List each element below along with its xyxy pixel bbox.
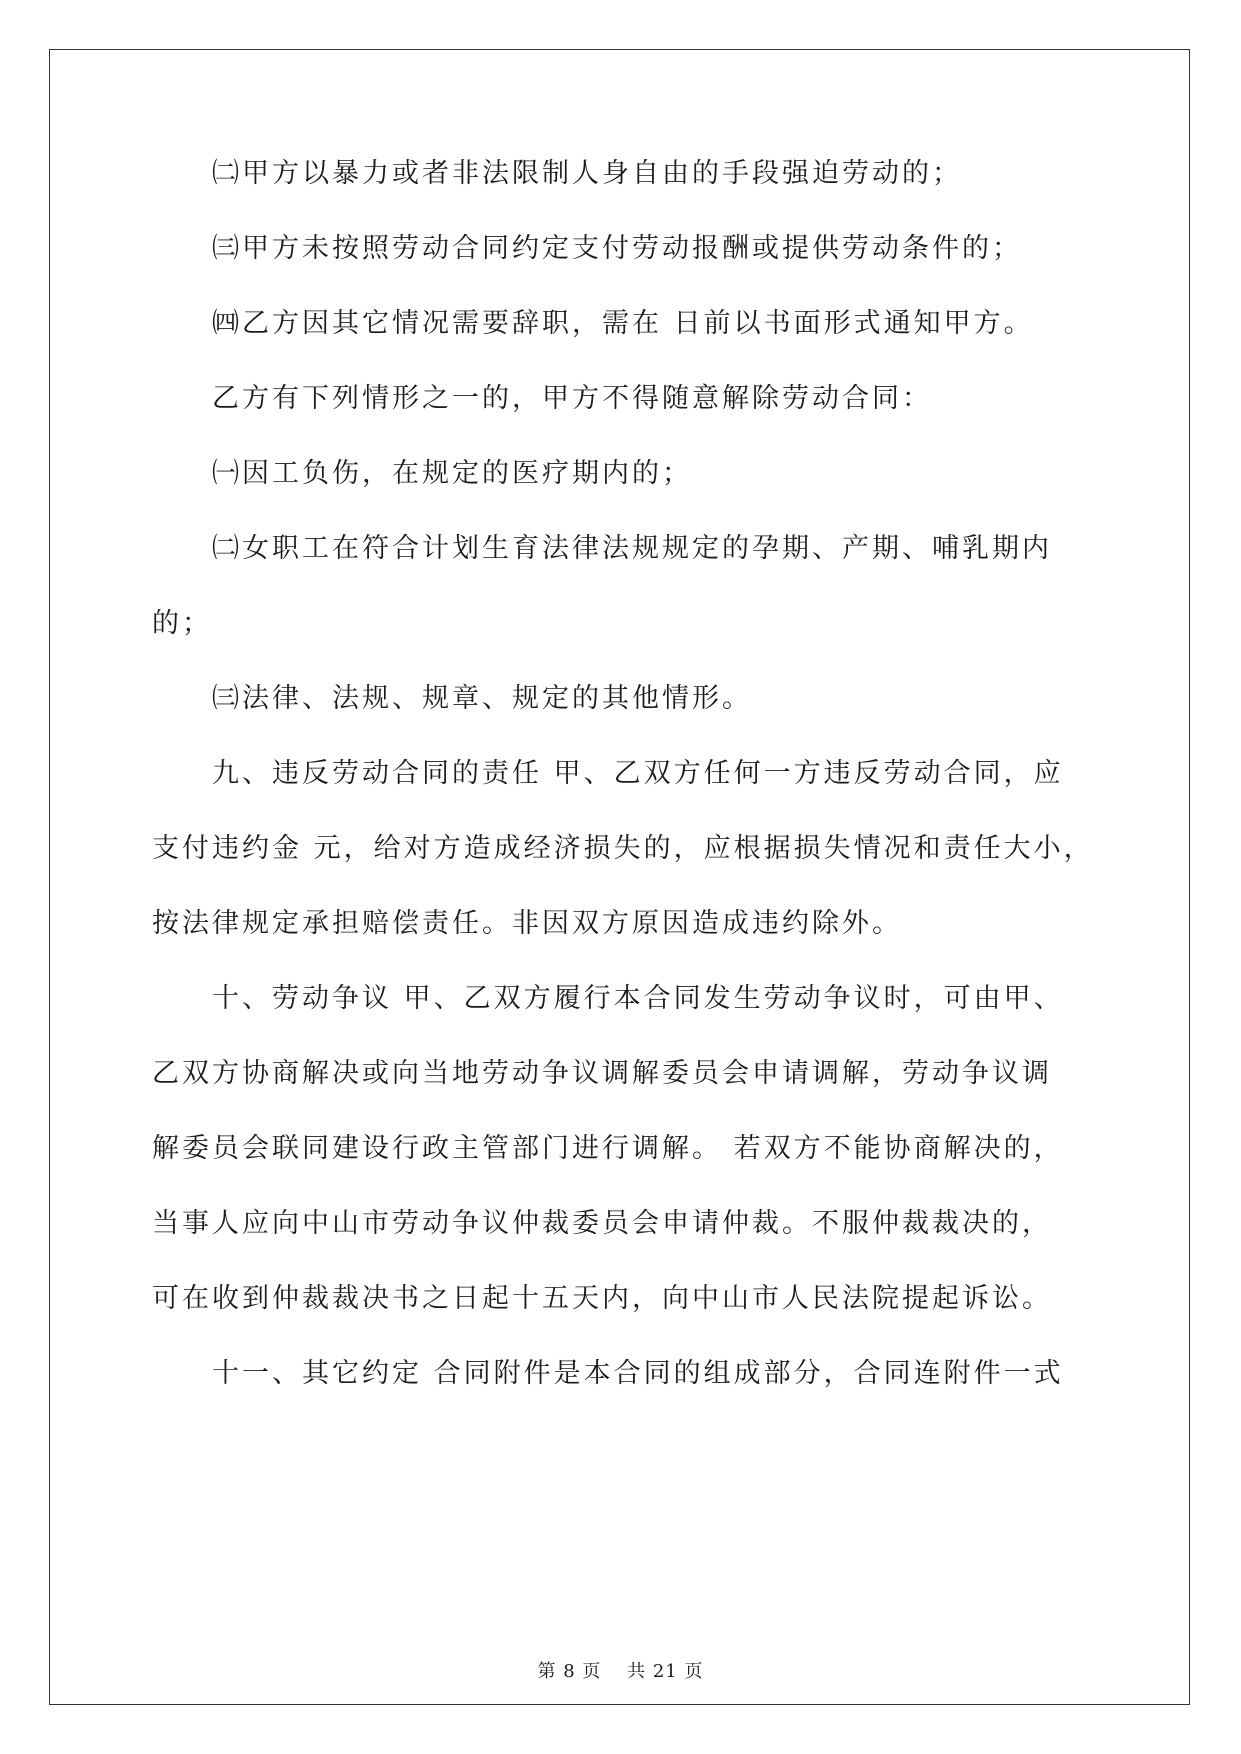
text-line: 支付违约金 元，给对方造成经济损失的，应根据损失情况和责任大小， [152, 833, 1094, 864]
text-line: 可在收到仲裁裁决书之日起十五天内，向中山市人民法院提起诉讼。 [152, 1283, 1052, 1314]
text-line: 当事人应向中山市劳动争议仲裁委员会申请仲裁。不服仲裁裁决的， [152, 1208, 1052, 1239]
page-border [49, 49, 1190, 1705]
text-line: ㈠因工负伤，在规定的医疗期内的； [212, 458, 692, 489]
text-line: ㈢法律、法规、规章、规定的其他情形。 [212, 683, 752, 714]
page-number-footer: 第 8 页 共 21 页 [537, 1661, 704, 1682]
text-line: 的； [152, 608, 212, 639]
text-line: ㈡女职工在符合计划生育法律法规规定的孕期、产期、哺乳期内 [212, 533, 1052, 564]
text-line: 按法律规定承担赔偿责任。非因双方原因造成违约除外。 [152, 908, 902, 939]
text-line: 九、违反劳动合同的责任 甲、乙双方任何一方违反劳动合同，应 [212, 758, 1064, 789]
text-line: 解委员会联同建设行政主管部门进行调解。 若双方不能协商解决的， [152, 1133, 1064, 1164]
text-line: 乙方有下列情形之一的，甲方不得随意解除劳动合同： [212, 383, 932, 414]
text-line: ㈡甲方以暴力或者非法限制人身自由的手段强迫劳动的； [212, 158, 962, 189]
text-line: 十、劳动争议 甲、乙双方履行本合同发生劳动争议时，可由甲、 [212, 983, 1064, 1014]
text-line: ㈣乙方因其它情况需要辞职，需在 日前以书面形式通知甲方。 [212, 308, 1034, 339]
text-line: 乙双方协商解决或向当地劳动争议调解委员会申请调解，劳动争议调 [152, 1058, 1052, 1089]
text-line: ㈢甲方未按照劳动合同约定支付劳动报酬或提供劳动条件的； [212, 233, 1022, 264]
text-line: 十一、其它约定 合同附件是本合同的组成部分，合同连附件一式 [212, 1358, 1064, 1389]
